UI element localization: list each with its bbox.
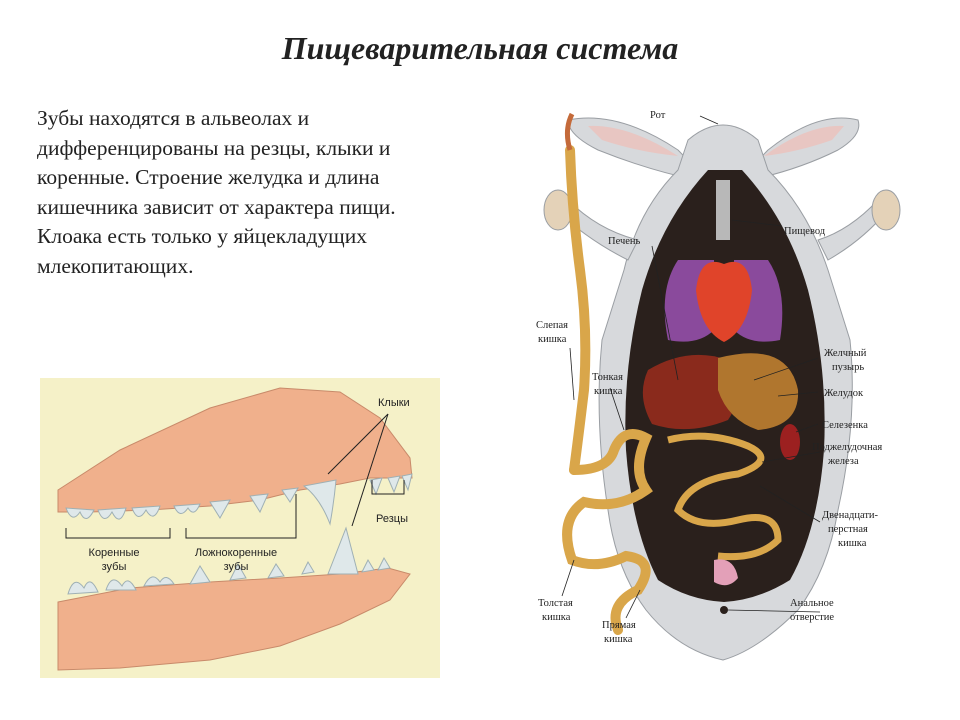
mouth-label: Рот	[650, 110, 666, 121]
description-line: кишечника зависит от характера пищи.	[37, 194, 396, 219]
premolars-label: зубы	[223, 561, 249, 573]
small-intestine-label: Тонкая	[592, 372, 623, 383]
canines-label: Клыки	[378, 397, 410, 409]
rabbit-illustration	[528, 90, 948, 670]
description-text	[37, 104, 499, 281]
cecum-tip	[567, 114, 572, 150]
spleen	[780, 424, 800, 460]
description-line: Клоака есть только у яйцекладущих	[37, 224, 367, 248]
rectum-label: Прямая	[602, 620, 636, 631]
rabbit-diagram	[528, 90, 948, 670]
anus-label: отверстие	[790, 612, 835, 623]
molars-label: зубы	[101, 561, 127, 573]
pancreas-label: железа	[828, 456, 859, 467]
gallbladder-label: пузырь	[832, 362, 865, 373]
large-intestine-label: Толстая	[538, 598, 573, 609]
description-line: дифференцированы на резцы, клыки и	[37, 135, 391, 160]
incisors-label: Резцы	[376, 513, 408, 525]
small-intestine-label: кишка	[594, 386, 623, 397]
anus-label: Анальное	[790, 598, 834, 609]
description-line: коренные. Строение желудка и длина	[37, 165, 380, 189]
esophagus-label: Пищевод	[784, 226, 826, 237]
teeth-illustration	[40, 378, 440, 678]
teeth-diagram	[40, 378, 440, 678]
duodenum-label: кишка	[838, 538, 867, 549]
description-line: млекопитающих.	[37, 253, 194, 278]
gallbladder-label: Желчный	[824, 348, 867, 359]
liver-label: Печень	[608, 236, 641, 247]
cecum-label: Слепая	[536, 320, 569, 331]
slide-title: Пищеварительная система	[281, 30, 679, 66]
duodenum-label: Двенадцати-	[822, 510, 879, 521]
rectum-label: кишка	[604, 634, 633, 645]
cecum	[570, 150, 585, 470]
pancreas-label: Поджелудочная	[812, 442, 883, 453]
stomach-label: Желудок	[824, 388, 864, 399]
molars-label: Коренные	[88, 547, 140, 559]
anus	[720, 606, 728, 614]
premolars-label: Ложнокоренные	[194, 547, 278, 559]
description-line: Зубы находятся в альвеолах и	[37, 106, 310, 130]
cecum-label: кишка	[538, 334, 567, 345]
duodenum-label: перстная	[828, 524, 868, 535]
right-paw	[872, 190, 900, 230]
esophagus	[716, 180, 730, 240]
large-intestine-label: кишка	[542, 612, 571, 623]
spleen-label: Селезенка	[822, 420, 868, 431]
